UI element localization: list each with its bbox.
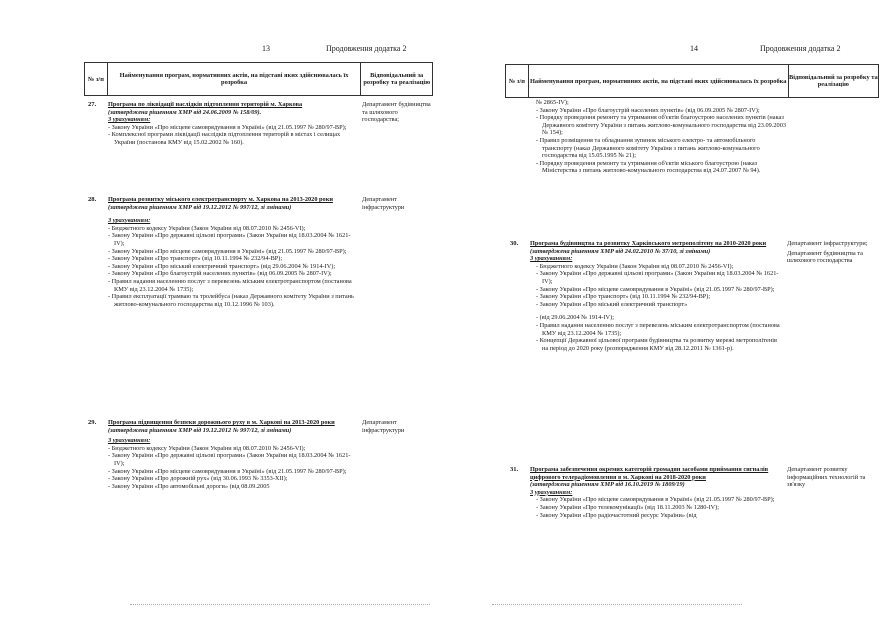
list-item: - Правил розміщення та обладнання зупинок міського електро- та автомобільного транспорту (наказ Державного комітету України з питань житлово-комунального господарства від 15.05.1995 № 21); xyxy=(536,136,760,160)
list-item: - Бюджетного кодексу України (Закон України від 08.07.2010 № 2456-VI); xyxy=(536,262,734,270)
list-item: - Закону України «Про місцеве самоврядування в Україні» (від 21.05.1997 № 280/97-ВР); xyxy=(536,496,775,504)
list-item: - Правил надання населенню послуг з перевезень міським електротранспортом (постанова КМУ від 23.12.2004 № 1735); xyxy=(108,277,352,293)
page-title: Продовження додатка 2 xyxy=(326,44,407,53)
list-item: - Закону України «Про телекомунікації» (від 18.11.2003 № 1280-IV); xyxy=(536,503,720,511)
program-title: Програма забезпечення окремих категорій громадян засобами приймання сигналів цифрового телерадіомовлення в м. Харкові на 2018-2020 роки xyxy=(530,466,769,481)
list-item: - Закону України «Про місцеве самоврядування в Україні» (від 21.05.1997 № 280/97-ВР); xyxy=(108,467,347,475)
scan-noise-line xyxy=(130,604,430,605)
considering-label: З урахуванням: xyxy=(530,255,573,263)
header-no: № з/п xyxy=(85,63,108,96)
program-title: Програма по ліквідації наслідків підтоплення територій м. Харкова xyxy=(108,101,303,108)
list-item: - Порядку проведення ремонту та утримання об'єктів благоустрою населених пунктів (наказ Державного комітету України з питань житлово-комунального господарства від 23.09.2003 № 154); xyxy=(536,114,786,137)
list-item: - Бюджетного кодексу України (Закон України від 08.07.2010 № 2456-VI); xyxy=(108,444,306,452)
entry-number: 27. xyxy=(88,101,97,108)
responsible-2: Департамент будівництва та шляхового господарства xyxy=(787,249,863,265)
entry-number: 28. xyxy=(88,196,97,203)
program-approved: (затверджена рішенням ХМР від 19.12.2012 № 997/12, зі змінами) xyxy=(108,203,292,211)
program-approved: (затверджена рішенням ХМР від 16.10.2019 № 1809/19) xyxy=(530,481,685,489)
responsible: Департамент інфраструктури xyxy=(362,196,405,211)
list-item: - Закону України «Про міський електричний транспорт» xyxy=(536,300,688,308)
header-resp: Відповідальний за розробку та реалізацію xyxy=(361,63,433,96)
program-approved: (затверджена рішенням ХМР від 24.02.2010 № 37/10, зі змінами) xyxy=(530,247,711,255)
table-header xyxy=(84,62,433,96)
entry-28 xyxy=(108,196,358,308)
entry-30 xyxy=(530,240,782,352)
responsible: Департамент будівництва та шляхового господарства; xyxy=(362,101,431,124)
considering-label: З урахуванням: xyxy=(108,116,151,124)
list-item: - Закону України «Про міський електричний транспорт» (від 29.06.2004 № 1914-IV); xyxy=(108,262,336,270)
program-title: Програма розвитку міського електротранспорту м. Харкова на 2013-2020 роки xyxy=(108,196,333,203)
list-item: - Закону України «Про місцеве самоврядування в Україні» (від 21.05.1997 № 280/97-ВР); xyxy=(108,247,347,255)
scan-noise-line xyxy=(492,604,742,605)
list-item: № 2865-IV); xyxy=(536,99,569,106)
table-header xyxy=(505,64,879,98)
list-item: - Закону України «Про державні цільові програми» (Закон України від 18.03.2004 № 1621-IV); xyxy=(108,452,351,467)
list-item: - Порядку проведення ремонту та утримання об'єктів міського благоустрою (наказ Міністерства з питань житлово-комунального господарства від 24.07.2007 № 94). xyxy=(536,159,761,175)
list-item: - Правил експлуатації трамваю та тролейбуса (наказ Державного комітету України з питань житлово-комунального господарства від 10.12.1996 № 103). xyxy=(108,293,354,308)
list-item: - Закону України «Про місцеве самоврядування в Україні» (від 21.05.1997 № 280/97-ВР); xyxy=(108,123,347,131)
entry-continuation xyxy=(536,99,786,175)
program-approved: (затверджена рішенням ХМР від 19.12.2012 № 997/12, зі змінами) xyxy=(108,426,292,434)
entry-number: 29. xyxy=(88,419,97,426)
list-item: - Закону України «Про благоустрій населених пунктів» (від 06.09.2005 № 2807-IV); xyxy=(536,106,760,114)
list-item: - Комплексної програми ліквідації наслідків підтоплення територій в містах і селищах України (постанова КМУ від 15.02.2002 № 160). xyxy=(108,131,341,146)
list-item: - Закону України «Про благоустрій населених пунктів» (від 06.09.2005 № 2807-IV); xyxy=(108,270,332,278)
entry-27 xyxy=(108,101,358,147)
responsible: Департамент розвитку інформаційних технологій та зв'язку xyxy=(787,466,866,489)
considering-label: З урахуванням: xyxy=(108,217,151,225)
responsible-1: Департамент інфраструктури; xyxy=(787,240,868,247)
list-item: - Бюджетного кодексу України (Закон України від 08.07.2010 № 2456-VI); xyxy=(108,224,306,232)
program-approved: (затверджена рішенням ХМР від 24.06.2009 № 158/09). xyxy=(108,108,262,116)
list-item: - Закону України «Про радіочастотний ресурс України» (від xyxy=(536,511,697,519)
list-item: - Закону України «Про дорожній рух» (від 30.06.1993 № 3353-XII); xyxy=(108,475,288,483)
entry-number: 31. xyxy=(510,466,519,473)
page-number: 14 xyxy=(690,44,698,53)
header-name: Найменування програм, нормативних актів, на підставі яких здійснювалась їх розробка xyxy=(107,63,361,96)
considering-label: З урахуванням: xyxy=(108,437,151,445)
right-page xyxy=(442,0,883,623)
page-title: Продовження додатка 2 xyxy=(760,44,841,53)
header-no: № з/п xyxy=(506,65,529,98)
list-item: - Закону України «Про автомобільні дороги» (від 08.09.2005 xyxy=(108,482,270,490)
list-item: - Закону України «Про державні цільові програми» (Закон України від 18.03.2004 № 1621-IV); xyxy=(536,270,779,285)
program-title: Програма підвищення безпеки дорожнього руху в м. Харкові на 2013-2020 роки xyxy=(108,419,335,426)
list-item: - Концепції Державної цільової програми будівництва та розвитку мережі метрополітенів на період до 2020 року (розпорядження КМУ від 28.12.2011 № 1361-р). xyxy=(536,337,777,352)
entry-number: 30. xyxy=(510,240,519,247)
program-title: Програма будівництва та розвитку Харківського метрополітену на 2010-2020 роки xyxy=(530,240,767,247)
list-item: - (від 29.06.2004 № 1914-IV); xyxy=(536,314,614,322)
list-item: - Закону України «Про місцеве самоврядування в Україні» (від 21.05.1997 № 280/97-ВР); xyxy=(536,285,775,293)
page-number: 13 xyxy=(262,44,270,53)
header-name: Найменування програм, нормативних актів, на підставі яких здійснювалась їх розробка xyxy=(528,65,788,98)
responsible xyxy=(787,240,877,265)
entry-29 xyxy=(108,419,358,490)
entry-31 xyxy=(530,466,782,519)
responsible: Департамент інфраструктури xyxy=(362,419,405,434)
considering-label: З урахуванням: xyxy=(530,488,573,496)
list-item: - Закону України «Про державні цільові програми» (Закон України від 18.03.2004 № 1621-IV); xyxy=(108,232,351,247)
list-item: - Закону України «Про транспорт» (від 10.11.1994 № 232/94-ВР); xyxy=(108,255,283,263)
header-resp: Відповідальний за розробку та реалізацію xyxy=(788,65,878,98)
list-item: - Закону України «Про транспорт» (від 10.11.1994 № 232/94-ВР); xyxy=(536,293,711,301)
list-item: - Правил надання населенню послуг з перевезень міським електротранспортом (постанова КМУ від 23.12.2004 № 1735); xyxy=(536,321,780,337)
